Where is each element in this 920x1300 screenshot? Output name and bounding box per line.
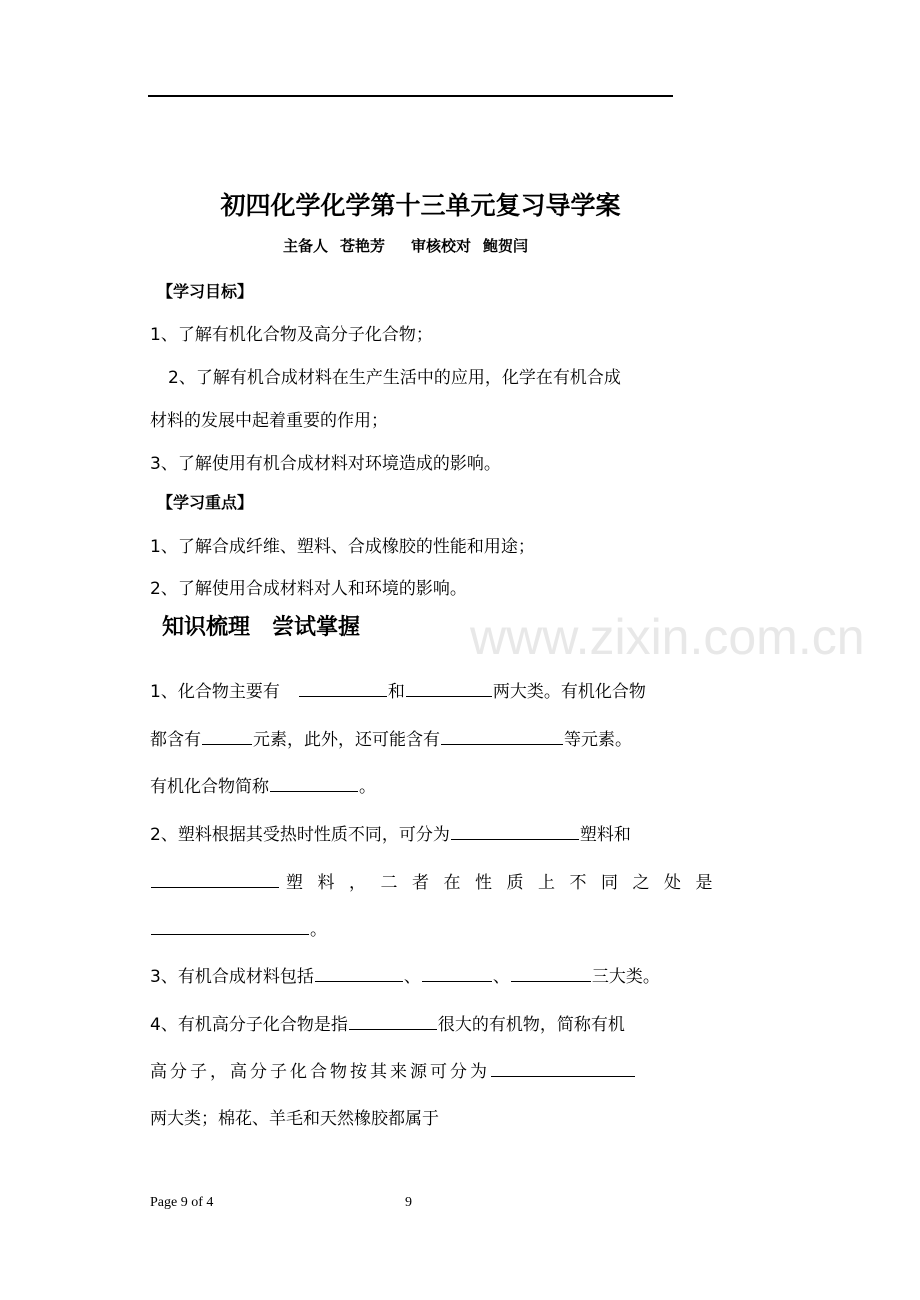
answer-blank[interactable] <box>270 790 358 792</box>
answer-blank[interactable] <box>151 933 309 935</box>
watermark: www.zixin.com.cn <box>470 609 865 665</box>
answer-blank[interactable] <box>315 980 403 982</box>
question-1-line-1: 1、化合物主要有 和 两大类。有机化合物 <box>150 682 646 702</box>
question-2-line-3: 。 <box>150 915 327 940</box>
answer-blank[interactable] <box>349 1028 437 1030</box>
answer-blank[interactable] <box>406 695 492 697</box>
goal-item: 3、了解使用有机合成材料对环境造成的影响。 <box>150 454 501 474</box>
question-3-line-1: 3、有机合成材料包括 、 、 三大类。 <box>150 967 660 987</box>
author-role-1: 主备人 <box>283 237 329 255</box>
footer-page-number: 9 <box>405 1195 412 1210</box>
answer-blank[interactable] <box>511 980 591 982</box>
answer-blank[interactable] <box>202 743 252 745</box>
author-role-2: 审核校对 <box>411 237 472 255</box>
answer-blank[interactable] <box>441 743 563 745</box>
focus-heading: 【学习重点】 <box>157 493 254 512</box>
focus-item: 1、了解合成纤维、塑料、合成橡胶的性能和用途； <box>150 537 535 557</box>
author-name-2: 鲍贺闫 <box>483 237 529 255</box>
question-4-line-1: 4、有机高分子化合物是指 很大的有机物，简称有机 <box>150 1015 625 1035</box>
question-4-line-2: 高分子，高分子化合物按其来源可分为 <box>150 1057 636 1082</box>
question-2-line-2: 塑料，二者在性质上不同之处是 <box>150 868 727 893</box>
answer-blank[interactable] <box>299 695 387 697</box>
answer-blank[interactable] <box>451 838 579 840</box>
question-2-line-1: 2、塑料根据其受热时性质不同，可分为 塑料和 <box>150 825 631 845</box>
question-1-line-3: 有机化合物简称 。 <box>150 777 376 797</box>
question-4-line-3: 两大类；棉花、羊毛和天然橡胶都属于 <box>150 1109 439 1129</box>
section-heading: 知识梳理 尝试掌握 <box>162 615 361 640</box>
question-1-line-2: 都含有 元素，此外，还可能含有 等元素。 <box>150 730 632 750</box>
header-rule <box>148 95 673 97</box>
answer-blank[interactable] <box>491 1075 635 1077</box>
goal-item: 1、了解有机化合物及高分子化合物； <box>150 325 433 345</box>
page-title: 初四化学化学第十三单元复习导学案 <box>220 191 621 220</box>
goal-item: 2、了解有机合成材料在生产生活中的应用，化学在有机合成 <box>168 368 621 388</box>
answer-blank[interactable] <box>151 886 279 888</box>
goal-item: 材料的发展中起着重要的作用； <box>150 411 388 431</box>
authors-line <box>283 235 528 256</box>
author-name-1: 苍艳芳 <box>340 237 386 255</box>
answer-blank[interactable] <box>422 980 492 982</box>
goals-heading: 【学习目标】 <box>157 282 254 301</box>
footer-page-label: Page 9 of 4 <box>150 1195 214 1210</box>
focus-item: 2、了解使用合成材料对人和环境的影响。 <box>150 579 467 599</box>
